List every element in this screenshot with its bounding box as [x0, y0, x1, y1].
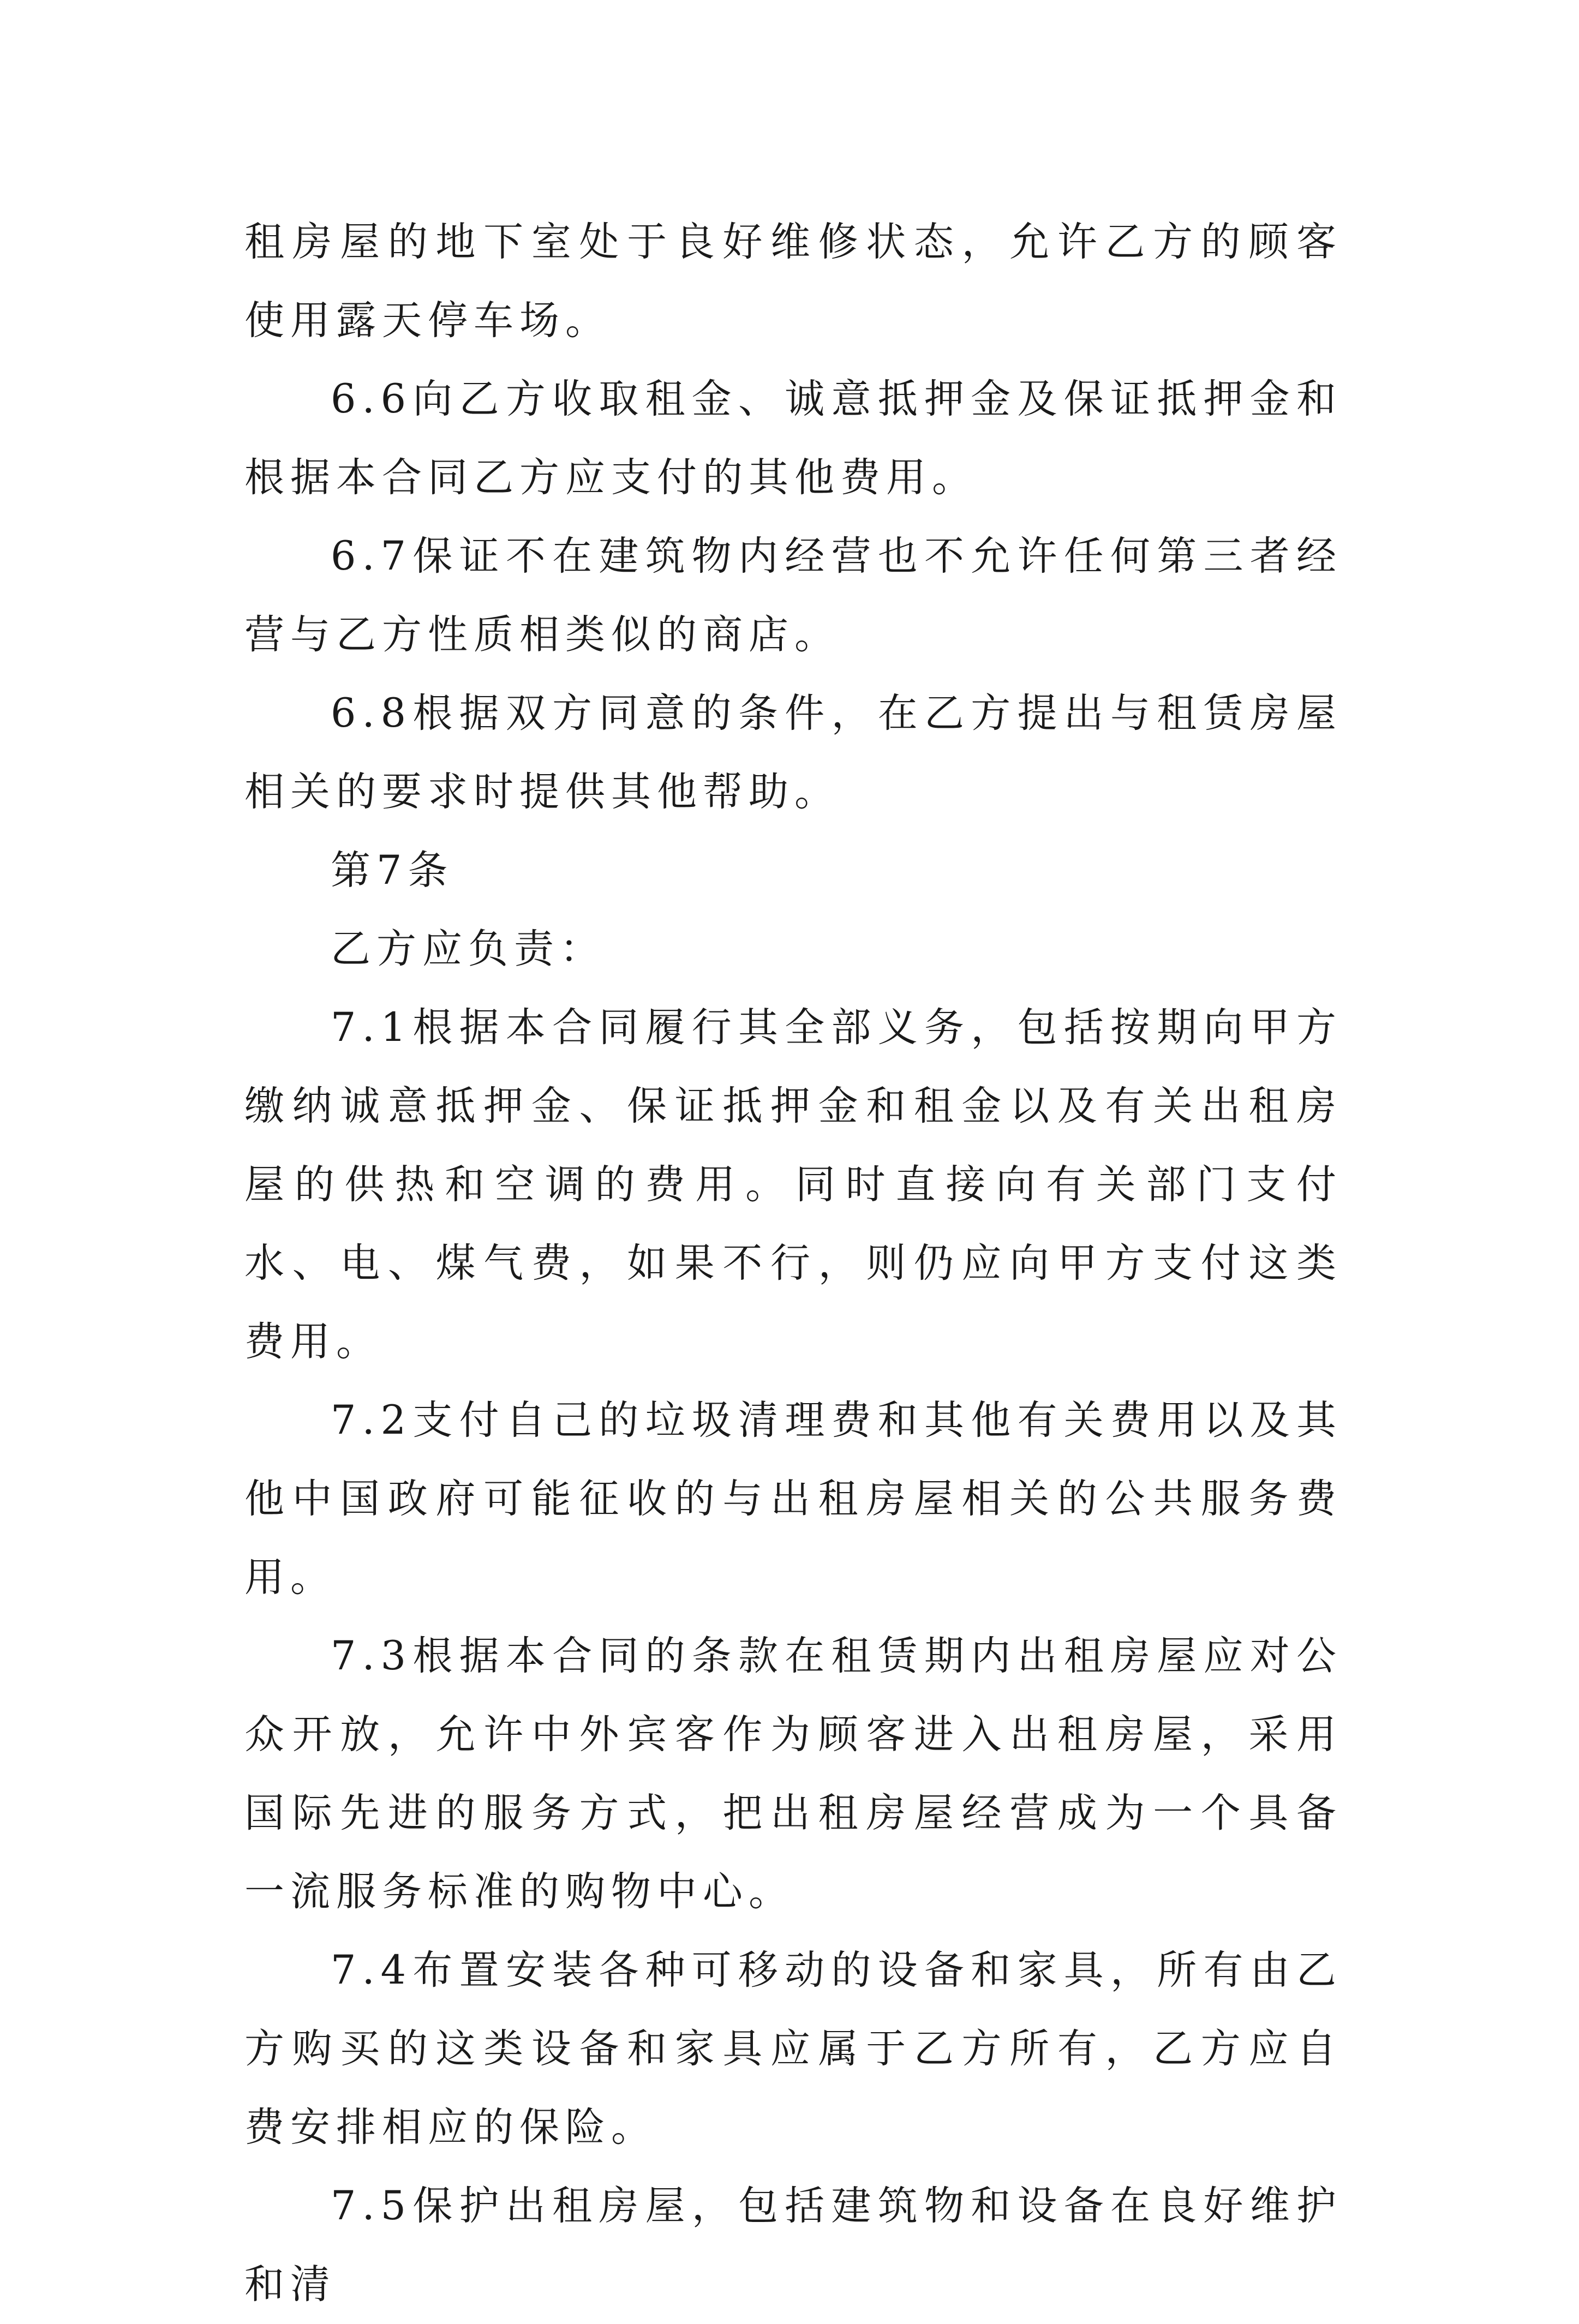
paragraph-7-2: 7.2支付自己的垃圾清理费和其他有关费用以及其他中国政府可能征收的与出租房屋相关的公共服务费用。: [244, 1397, 1342, 1601]
paragraph-7-1: 7.1根据本合同履行其全部义务，包括按期向甲方缴纳诚意抵押金、保证抵押金和租金以及有关出租房屋的供热和空调的费用。同时直接向有关部门支付水、电、煤气费，如果不行，则仍应向甲方支付这类费用。: [244, 1004, 1342, 1365]
document-body: [244, 203, 1342, 2324]
paragraph-7-4: 7.4布置安装各种可移动的设备和家具，所有由乙方购买的这类设备和家具应属于乙方所有，乙方应自费安排相应的保险。: [244, 1947, 1342, 2151]
paragraph-7-3: 7.3根据本合同的条款在租赁期内出租房屋应对公众开放，允许中外宾客作为顾客进入出租房屋，采用国际先进的服务方式，把出租房屋经营成为一个具备一流服务标准的购物中心。: [244, 1633, 1342, 1915]
paragraph-6-8: 6.8根据双方同意的条件，在乙方提出与租赁房屋相关的要求时提供其他帮助。: [244, 690, 1342, 815]
paragraph-7-5: 7.5保护出租房屋，包括建筑物和设备在良好维护和清: [244, 2183, 1342, 2308]
article-heading: 第7条: [331, 847, 454, 894]
article-intro: 乙方应负责：: [331, 926, 606, 972]
paragraph-6-7: 6.7保证不在建筑物内经营也不允许任何第三者经营与乙方性质相类似的商店。: [244, 533, 1342, 658]
paragraph-continuation: 租房屋的地下室处于良好维修状态，允许乙方的顾客使用露天停车场。: [244, 219, 1342, 344]
paragraph-6-6: 6.6向乙方收取租金、诚意抵押金及保证抵押金和根据本合同乙方应支付的其他费用。: [244, 376, 1342, 501]
